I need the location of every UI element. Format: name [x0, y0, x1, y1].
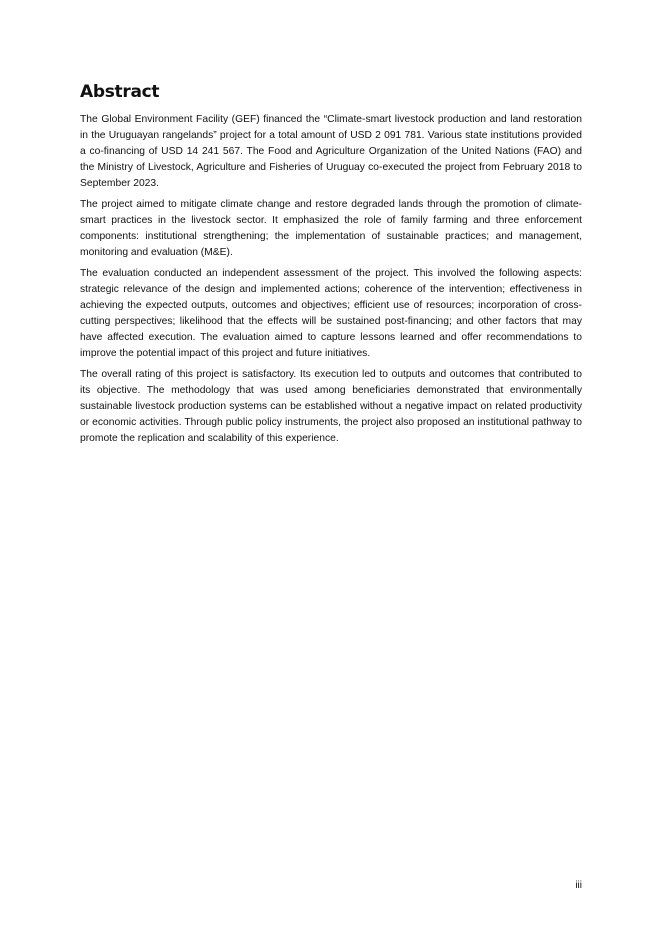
- abstract-paragraph-1: The Global Environment Facility (GEF) financed the “Climate-smart livestock production and land restoration in the Uruguayan rangelands” project for a total amount of USD 2 091 781. Various state institutions provided a co-financing of USD 14 241 567. The Food and Agriculture Organization of the United Nations (FAO) and the Ministry of Livestock, Agriculture and Fisheries of Uruguay co-executed the project from February 2018 to September 2023.: [80, 114, 582, 189]
- page-title: Abstract: [80, 82, 160, 102]
- abstract-paragraph-3: The evaluation conducted an independent assessment of the project. This involved the following aspects: strategic relevance of the design and implemented actions; coherence of the intervention; effectiveness in achieving the expected outputs, outcomes and objectives; efficient use of resources; incorporation of cross-cutting perspectives; likelihood that the effects will be sustained post-financing; and other factors that may have affected execution. The evaluation aimed to capture lessons learned and offer recommendations to improve the potential impact of this project and future initiatives.: [80, 268, 582, 359]
- page-content: [80, 80, 582, 452]
- abstract-paragraph-4: The overall rating of this project is satisfactory. Its execution led to outputs and outcomes that contributed to its objective. The methodology that was used among beneficiaries demonstrated that environmentally sustainable livestock production systems can be established without a negative impact on related productivity or economic activities. Through public policy instruments, the project also proposed an institutional pathway to promote the replication and scalability of this experience.: [80, 369, 582, 444]
- page-number: iii: [575, 880, 582, 891]
- abstract-paragraph-2: The project aimed to mitigate climate change and restore degraded lands through the promotion of climate-smart practices in the livestock sector. It emphasized the role of family farming and three enforcement components: institutional strengthening; the implementation of sustainable practices; and management, monitoring and evaluation (M&E).: [80, 199, 582, 258]
